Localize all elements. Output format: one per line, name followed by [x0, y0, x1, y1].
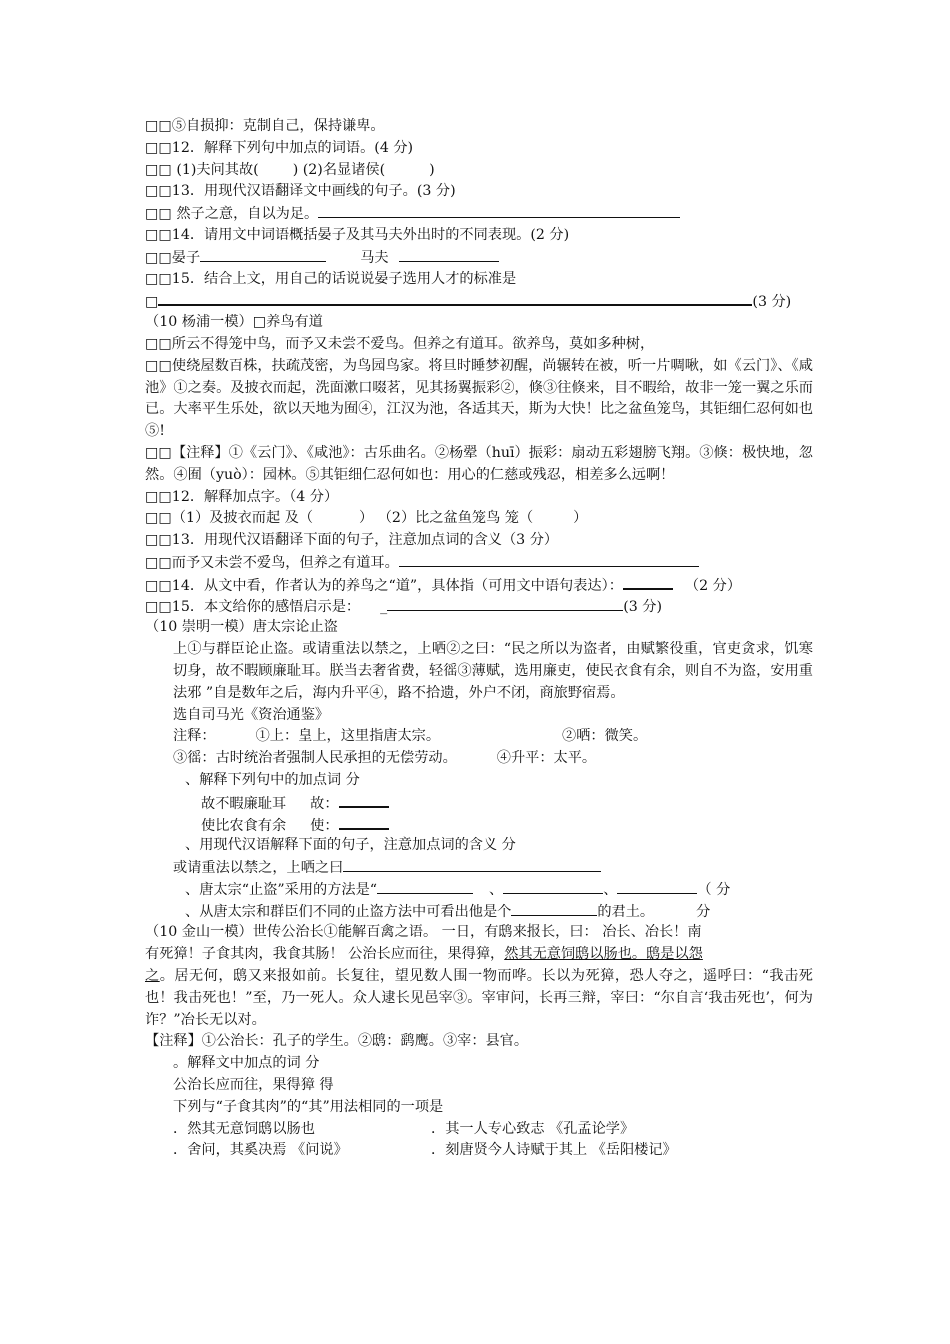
- question-2: 、用现代汉语解释下面的句子，注意加点词的含义 分: [185, 837, 516, 854]
- question-13-sentence: □□ 然子之意，自以为足。: [145, 203, 813, 225]
- passage-text: 之。居无何，鸱又来报如前。长复往，望见数人围一物而哗。长以为死獐，恐人夺之，遥呼曰：“我击死也！我击死也！”至，乃一死人。众人逮长见邑宰③。宰审问，长再三辩，宰曰：“尔自言‘我击死也’，何为诈？”冶长无以对。: [145, 968, 813, 1028]
- question-1-item: 公治长应而往，果得獐 得: [173, 1077, 334, 1094]
- question-15: □□15．本文给你的感悟启示是： _ (3 分): [145, 596, 813, 618]
- passage-notes: 【注释】①公治长：孔子的学生。②鸱：鹞鹰。③宰：县官。: [145, 1033, 529, 1050]
- answer-blank[interactable]: [387, 596, 559, 611]
- question-12-items: □□ (1)夫问其故( ) (2)名显诸侯( ): [145, 161, 435, 178]
- underlined-sentence: 然其无意饲鸱以肠也。鸱是以怨: [504, 946, 703, 963]
- passage-notes: □□【注释】①《云门》、《咸池》：古乐曲名。②杨翚（huī）振彩：扇动五彩翅膀飞翔。③倏：极快地，忽然。④囿（yuò）：园林。⑤其钜细仁忍何如也：用心的仁慈或残忍，相差多么远啊！: [145, 444, 813, 483]
- answer-blank[interactable]: [158, 290, 752, 306]
- question-13: □□13．用现代汉语翻译下面的句子，注意加点词的含义（3 分）: [145, 532, 559, 549]
- option-d[interactable]: ．刻唐贤今人诗赋于其上 《岳阳楼记》: [431, 1142, 677, 1159]
- underlined-sentence: 之: [145, 968, 160, 985]
- note-5: □□⑤自损抑：克制自己，保持谦卑。: [145, 118, 385, 134]
- option-c[interactable]: ．舍问，其奚决焉 《问说》: [173, 1142, 348, 1159]
- passage-title: （10 杨浦一模）□养鸟有道: [145, 314, 323, 331]
- passage-text: □□使绕屋数百株，扶疏茂密，为鸟园鸟家。将旦时睡梦初醒，尚辗转在被，听一片啁啾，如《云门》、《咸池》①之奏。及披衣而起，洗面漱口啜茗，见其扬翼振彩②，倏③往倏来，目不暇给，故非一笼一翼之乐而已。大率平生乐处，欲以天地为囿④，江汉为池，各适其天，斯为大快！比之盆鱼笼鸟，其钜细仁忍何如也⑤!: [145, 357, 813, 440]
- passage-text: 上①与群臣论止盗。或请重法以禁之，上哂②之曰：“民之所以为盗者，由赋繁役重，官吏贪求，饥寒切身，故不暇顾廉耻耳。朕当去奢省费，轻徭③薄赋，选用廉吏，使民衣食有余，则自不为盗，安用重法邪 ”自是数年之后，海内升平④，路不拾遗，外户不闭，商旅野宿焉。: [173, 641, 813, 701]
- question-14: □□14．从文中看，作者认为的养鸟之“道”，具体指（可用文中语句表达）： （2 分）: [145, 574, 813, 596]
- answer-blank[interactable]: [511, 901, 597, 916]
- passage-text: □□所云不得笼中鸟，而予又未尝不爱鸟。但养之有道耳。欲养鸟，莫如多种树，: [145, 335, 655, 352]
- question-15: □□15．结合上文，用自己的话说说晏子选用人才的标准是: [145, 270, 517, 287]
- question-15-answer: □ (3 分): [145, 290, 813, 312]
- option-b[interactable]: ．其一人专心致志 《孔孟论学》: [431, 1120, 635, 1137]
- answer-blank[interactable]: [559, 596, 623, 611]
- question-14-answers: □□晏子 马夫: [145, 247, 813, 269]
- answer-blank[interactable]: [377, 879, 473, 894]
- question-1: 。解释文中加点的词 分: [173, 1055, 320, 1072]
- question-14: □□14．请用文中词语概括晏子及其马夫外出时的不同表现。(2 分): [145, 226, 570, 243]
- answer-blank[interactable]: [399, 552, 699, 567]
- option-a[interactable]: ．然其无意饲鸱以肠也: [173, 1120, 315, 1137]
- answer-blank[interactable]: [339, 814, 389, 830]
- answer-blank[interactable]: [318, 203, 680, 218]
- question-4: 、从唐太宗和群臣们不同的止盗方法中可看出他是个 的君土。 分: [145, 901, 813, 923]
- question-2-sentence: 或请重法以禁之，上哂之曰: [145, 857, 813, 879]
- option-row: [145, 1119, 813, 1141]
- question-12-items: □□（1）及披衣而起 及（ ） （2）比之盆鱼笼鸟 笼（ ）: [145, 510, 588, 527]
- passage-text: （10 金山一模）世传公治长①能解百禽之语。 一日，有鸱来报长，曰： 冶长、冶长！南: [145, 924, 702, 941]
- answer-blank[interactable]: [503, 879, 603, 894]
- answer-blank[interactable]: [343, 857, 601, 872]
- question-12: □□12．解释加点字。（4 分）: [145, 488, 339, 505]
- notes-line: ③徭：古时统治者强制人民承担的无偿劳动。 ④升平：太平。: [173, 750, 597, 767]
- question-1: 、解释下列句中的加点词 分: [185, 771, 360, 788]
- answer-blank[interactable]: [617, 879, 697, 894]
- passage-text: 有死獐！子食其肉，我食其肠！ 公治长应而往，果得獐，然其无意饲鸱以肠也。鸱是以怨: [145, 946, 703, 963]
- question-13: □□13．用现代汉语翻译文中画线的句子。(3 分): [145, 183, 456, 200]
- answer-blank[interactable]: [623, 574, 673, 590]
- question-12: □□12．解释下列句中加点的词语。(4 分): [145, 139, 414, 156]
- question-13-sentence: □□而予又未尝不爱鸟，但养之有道耳。: [145, 552, 813, 574]
- answer-blank[interactable]: [399, 247, 499, 262]
- answer-blank[interactable]: [200, 247, 326, 262]
- answer-blank[interactable]: [339, 792, 389, 808]
- question-3: 、唐太宗“止盗”采用的方法是“ 、 、 （ 分: [145, 879, 813, 901]
- passage-title: （10 崇明一模）唐太宗论止盗: [145, 619, 338, 636]
- question-2: 下列与“子食其肉”的“其”用法相同的一项是: [173, 1098, 444, 1115]
- passage-source: 选自司马光《资治通鉴》: [173, 706, 330, 723]
- question-1-item: 使比农食有余 使：: [145, 814, 813, 836]
- option-row: [145, 1140, 813, 1162]
- notes-line: 注释： ①上：皇上，这里指唐太宗。 ②哂：微笑。: [173, 728, 648, 745]
- question-1-item: 故不暇廉耻耳 故：: [145, 792, 813, 814]
- document-page: [145, 116, 813, 1162]
